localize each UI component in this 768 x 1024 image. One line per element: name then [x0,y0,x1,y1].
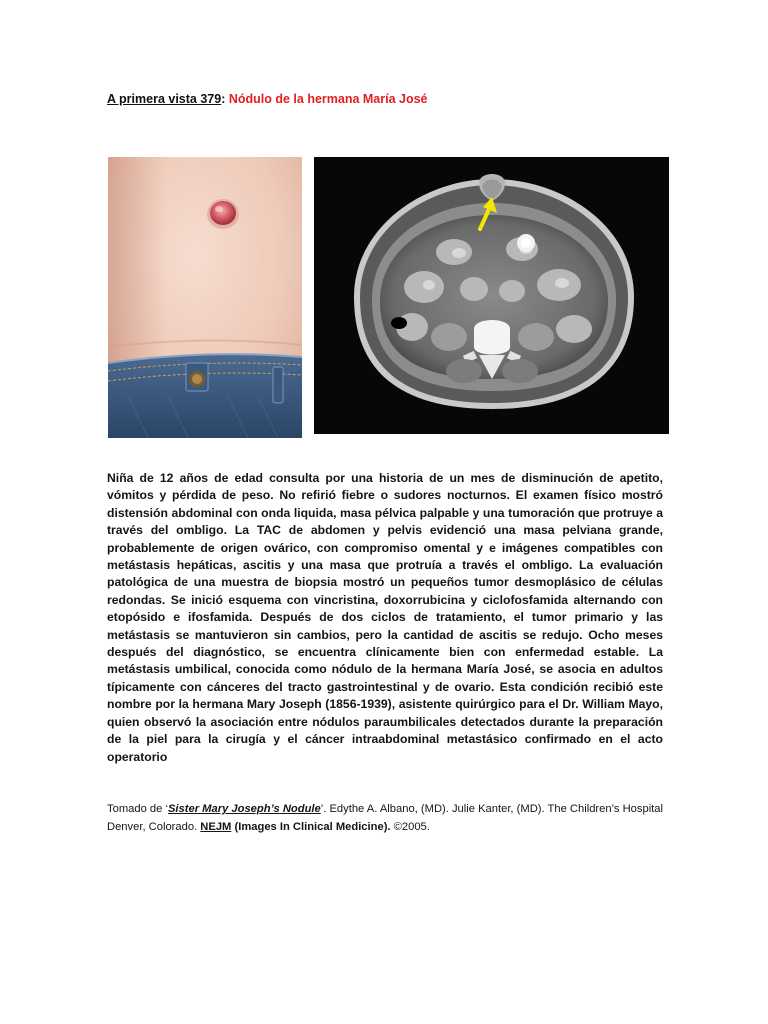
citation-section: (Images In Clinical Medicine). [234,820,391,833]
citation-prefix: Tomado de ‘ [107,803,168,815]
ct-scan-image [314,157,669,434]
citation-article-title: Sister Mary Joseph’s Nodule [167,803,321,815]
citation-year: ©2005. [390,820,430,833]
series-title: A primera vista 379 [107,92,222,106]
umbilical-nodule-photo [108,157,302,438]
case-description: Niña de 12 años de edad consulta por una historia de un mes de disminución de apetito, vómitos y pérdida de peso. No refirió fiebre o sudores nocturnos. El examen físico mostró distensión abdominal con onda liquida, masa pélvica palpable y una tumoración que protruye a través del ombligo. La TAC de abdomen y pelvis evidenció una masa pelviana grande, probablemente de origen ovárico, con compromiso omental y e imágenes compatibles con metástasis hepáticas, ascitis y una masa que protruía a través el ombligo. La evaluación patológica de una muestra de biopsia mostró un pequeños tumor desmoplásico de células redondas. Se inició esquema con vincristina, doxorrubicina y ciclofosfamida alternando con etopósido e ifosfamida. Después de dos ciclos de tratamiento, el tumor primario y las metástasis se mantuvieron sin cambios, pero la cantidad de ascitis se redujo. Ocho meses después del diagnóstico, se encuentra clínicamente bien con enfermedad estable. La metástasis umbilical, conocida como nódulo de la hermana María José, se asocia en adultos típicamente con cánceres del tracto gastrointestinal y de ovario. Esta condición recibió este nombre por la hermana Mary Joseph (1856-1939), asistente quirúrgico para el Dr. William Mayo, quien observó la asociación entre nódulos paraumbilicales detectados durante la preparación de la piel para la cirugía y el cáncer intraabdominal metastásico confirmado en el acto operatorio [107,471,663,764]
citation-authors: ’. Edythe A. Albano, (MD). Julie Kanter, (MD). The Children’s Hospital Denver, Colorado. [107,803,663,833]
page-title [107,92,428,106]
citation [107,801,663,836]
citation-journal: NEJM [200,820,232,833]
title-separator: : [221,92,226,106]
case-title: Nódulo de la hermana María José [228,92,428,106]
